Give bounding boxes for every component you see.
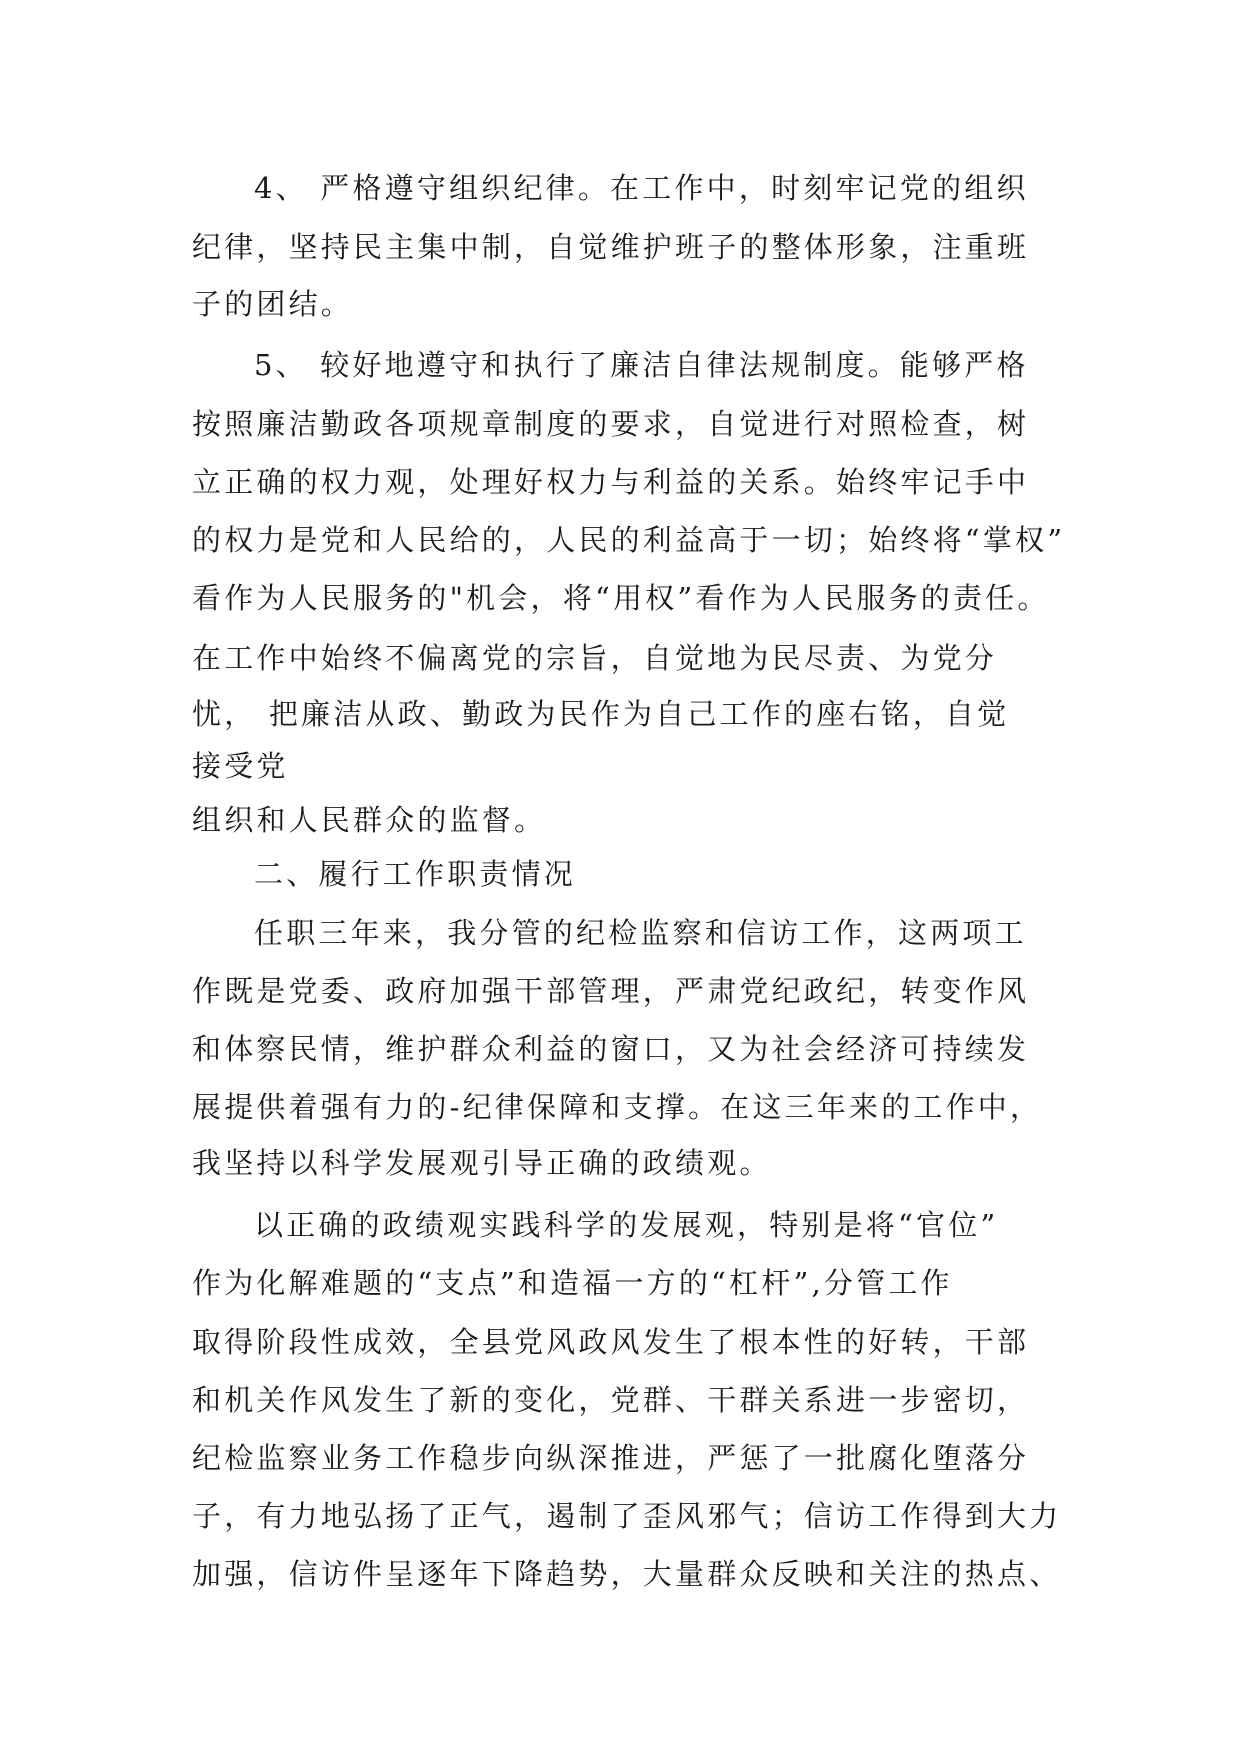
text-line: 在工作中始终不偏离党的宗旨，自觉地为民尽责、为党分: [192, 641, 998, 675]
text-line: 的权力是党和人民给的，人民的利益高于一切；始终将“掌权”: [192, 523, 1066, 557]
text-line: 纪检监察业务工作稳步向纵深推进，严惩了一批腐化堕落分: [192, 1441, 1030, 1475]
text-line: 作既是党委、政府加强干部管理，严肃党纪政纪，转变作风: [192, 974, 1030, 1008]
text-line: 子的团结。: [192, 287, 354, 321]
text-line: 和机关作风发生了新的变化，党群、干群关系进一步密切，: [192, 1383, 1030, 1417]
text-line: 组织和人民群众的监督。: [192, 803, 547, 837]
text-line: 展提供着强有力的-纪律保障和支撑。在这三年来的工作中，: [192, 1090, 1043, 1124]
text-line: 以正确的政绩观实践科学的发展观，特别是将“官位”: [254, 1208, 999, 1242]
text-line: 子，有力地弘扬了正气，遏制了歪风邪气；信访工作得到大力: [192, 1499, 1062, 1533]
text-line: 立正确的权力观，处理好权力与利益的关系。始终牢记手中: [192, 465, 1030, 499]
text-line: 看作为人民服务的"机会，将“用权”看作为人民服务的责任。: [192, 581, 1050, 615]
text-line: 任职三年来，我分管的纪检监察和信访工作，这两项工: [254, 916, 1027, 950]
text-line: 加强，信访件呈逐年下降趋势，大量群众反映和关注的热点、: [192, 1557, 1062, 1591]
text-line: 接受党: [192, 749, 289, 783]
text-line: 忧， 把廉洁从政、勤政为民作为自己工作的座右铭，自觉: [192, 697, 1010, 731]
text-line: 我坚持以科学发展观引导正确的政绩观。: [192, 1146, 772, 1180]
text-line: 5、 较好地遵守和执行了廉洁自律法规制度。能够严格: [254, 348, 1029, 382]
text-line: 纪律，坚持民主集中制，自觉维护班子的整体形象，注重班: [192, 230, 1030, 264]
section-heading: 二、履行工作职责情况: [254, 857, 577, 891]
text-line: 和体察民情，维护群众利益的窗口，又为社会经济可持续发: [192, 1032, 1030, 1066]
text-line: 按照廉洁勤政各项规章制度的要求，自觉进行对照检查，树: [192, 407, 1030, 441]
text-line: 作为化解难题的“支点”和造福一方的“杠杆”,分管工作: [192, 1266, 953, 1300]
text-line: 取得阶段性成效，全县党风政风发生了根本性的好转，干部: [192, 1325, 1030, 1359]
text-line: 4、 严格遵守组织纪律。在工作中，时刻牢记党的组织: [254, 171, 1029, 205]
